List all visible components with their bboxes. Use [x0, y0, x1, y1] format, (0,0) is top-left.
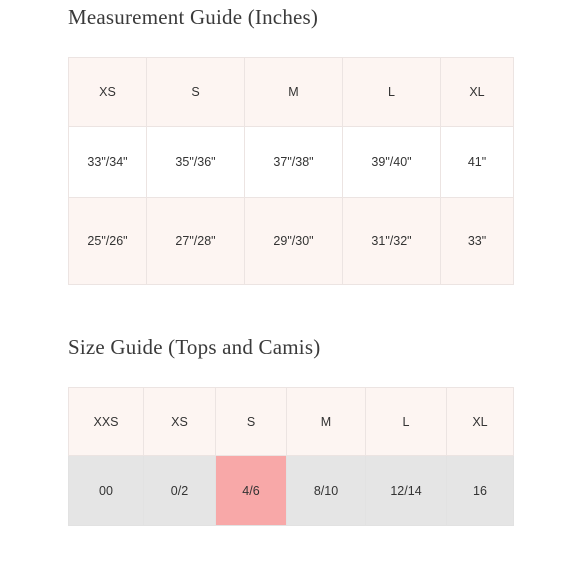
table-cell: S: [147, 58, 245, 127]
table-cell: 39"/40": [343, 127, 441, 198]
table-cell: M: [245, 58, 343, 127]
table-cell: XS: [144, 388, 216, 456]
highlighted-size-cell: 4/6: [216, 456, 287, 526]
table-cell: 8/10: [287, 456, 366, 526]
table-row-numeric-sizes: [69, 456, 514, 526]
table-cell: XL: [447, 388, 514, 456]
table-cell: 16: [447, 456, 514, 526]
table-cell: L: [366, 388, 447, 456]
measurement-guide-title: Measurement Guide (Inches): [68, 5, 319, 29]
table-row-size-labels: [69, 388, 514, 456]
table-row-size-labels: [69, 58, 514, 127]
table-cell: 33": [441, 198, 514, 285]
table-cell: XL: [441, 58, 514, 127]
measurement-guide-table: [68, 57, 514, 285]
table-cell: M: [287, 388, 366, 456]
table-cell: 37"/38": [245, 127, 343, 198]
table-cell: 12/14: [366, 456, 447, 526]
table-cell: 27"/28": [147, 198, 245, 285]
size-guide-table: [68, 387, 514, 526]
table-cell: L: [343, 58, 441, 127]
table-cell: 25"/26": [69, 198, 147, 285]
table-cell: 00: [69, 456, 144, 526]
table-row: [69, 127, 514, 198]
table-cell: S: [216, 388, 287, 456]
size-guide-title: Size Guide (Tops and Camis): [68, 335, 321, 359]
table-cell: 29"/30": [245, 198, 343, 285]
table-cell: 35"/36": [147, 127, 245, 198]
table-cell: 31"/32": [343, 198, 441, 285]
table-cell: 33"/34": [69, 127, 147, 198]
table-cell: 41": [441, 127, 514, 198]
table-row: [69, 198, 514, 285]
table-cell: XS: [69, 58, 147, 127]
table-cell: 0/2: [144, 456, 216, 526]
table-cell: XXS: [69, 388, 144, 456]
